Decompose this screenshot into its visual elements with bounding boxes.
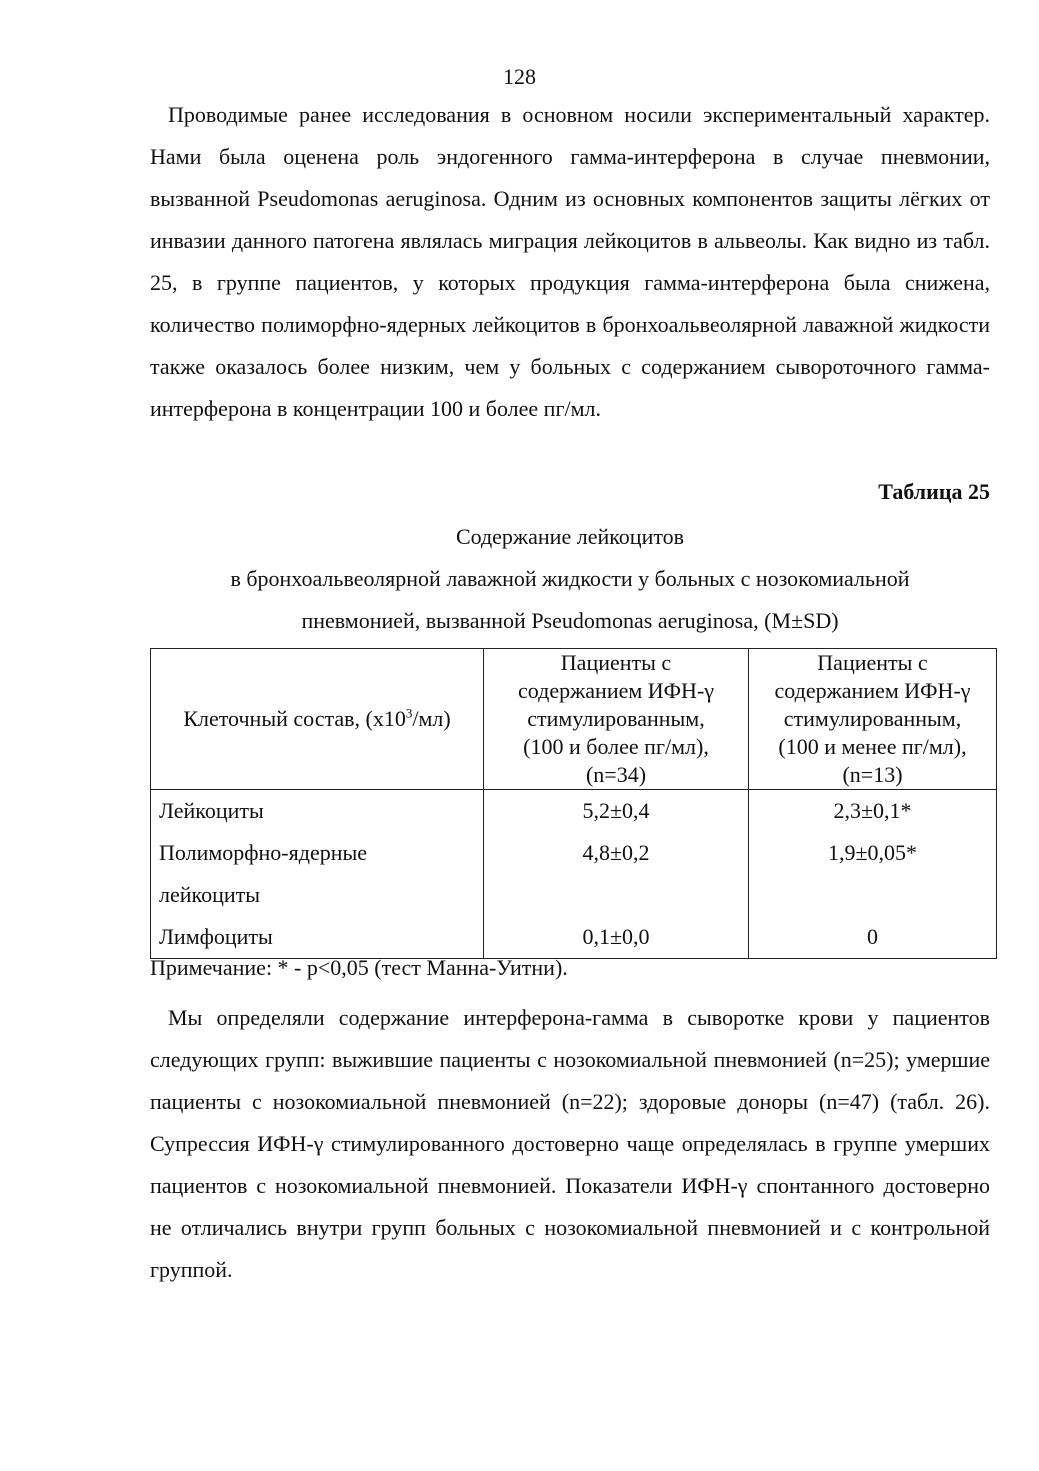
header-low-line: стимулированным,: [783, 706, 962, 731]
header-composition-prefix: Клеточный состав, (х10: [183, 706, 406, 731]
page-number: 128: [503, 64, 536, 89]
row-value-low: 2,3±0,1*: [749, 790, 997, 833]
table-row: [151, 790, 997, 833]
leukocyte-table: [150, 648, 997, 959]
table-label: Таблица 25: [878, 479, 990, 504]
row-value-low: 0: [749, 916, 997, 959]
table-caption: [150, 516, 990, 642]
row-value-high: 4,8±0,2: [484, 832, 749, 874]
header-low-line: (100 и менее пг/мл),: [778, 734, 967, 759]
header-high-line: стимулированным,: [527, 706, 705, 731]
table-row: [151, 874, 997, 916]
row-label: Лимфоциты: [151, 916, 484, 959]
header-composition-sup: 3: [405, 705, 413, 721]
header-high-line: (n=34): [585, 762, 647, 787]
row-label: Лейкоциты: [151, 790, 484, 833]
paragraph-intro: Проводимые ранее исследования в основном носили экспериментальный характер. Нами была оценена роль эндогенного гамма-интерферона в случае пневмонии, вызванной Pseudomonas aeruginosa. Одним из основных компонентов защиты лёгких от инвазии данного патогена являлась миграция лейкоцитов в альвеолы. Как видно из табл. 25, в группе пациентов, у которых продукция гамма-интерферона была снижена, количество полиморфно-ядерных лейкоцитов в бронхоальвеолярной лаважной жидкости также оказалось более низким, чем у больных с содержанием сывороточного гамма-интерферона в концентрации 100 и более пг/мл.: [150, 102, 990, 421]
header-cell-group-high: [484, 649, 749, 790]
header-high-line: содержанием ИФН-γ: [518, 678, 714, 703]
header-low-line: содержанием ИФН-γ: [774, 678, 971, 703]
table-header-row: [151, 649, 997, 790]
table-row: [151, 832, 997, 874]
header-cell-group-low: [749, 649, 997, 790]
paragraph-groups: Мы определяли содержание интерферона-гамма в сыворотке крови у пациентов следующих групп: выжившие пациенты с нозокомиальной пневмонией (n=25); умершие пациенты с нозокомиальной пневмонией (n=22); здоровые доноры (n=47) (табл. 26). Супрессия ИФН-γ стимулированного достоверно чаще определялась в группе умерших пациентов с нозокомиальной пневмонией. Показатели ИФН-γ спонтанного достоверно не отличались внутри групп больных с нозокомиальной пневмонией и с контрольной группой.: [150, 1005, 990, 1282]
table-row: [151, 916, 997, 959]
row-value-high: [484, 874, 749, 916]
table-note: Примечание: * - p<0,05 (тест Манна-Уитни).: [150, 955, 568, 980]
caption-line-3: пневмонией, вызванной Pseudomonas aeruginosa, (M±SD): [301, 608, 839, 633]
header-composition-suffix: /мл): [412, 706, 451, 731]
header-low-line: Пациенты с: [817, 650, 928, 675]
header-cell-composition: [151, 649, 484, 790]
caption-line-1: Содержание лейкоцитов: [455, 524, 685, 549]
header-high-line: Пациенты с: [560, 650, 672, 675]
row-label: лейкоциты: [151, 874, 484, 916]
row-value-high: 0,1±0,0: [484, 916, 749, 959]
header-high-line: (100 и более пг/мл),: [523, 734, 709, 759]
header-low-line: (n=13): [842, 762, 903, 787]
row-label: Полиморфно-ядерные: [151, 832, 484, 874]
caption-line-2: в бронхоальвеолярной лаважной жидкости у больных с нозокомиальной: [230, 566, 910, 591]
row-value-low: [749, 874, 997, 916]
row-value-high: 5,2±0,4: [484, 790, 749, 833]
row-value-low: 1,9±0,05*: [749, 832, 997, 874]
